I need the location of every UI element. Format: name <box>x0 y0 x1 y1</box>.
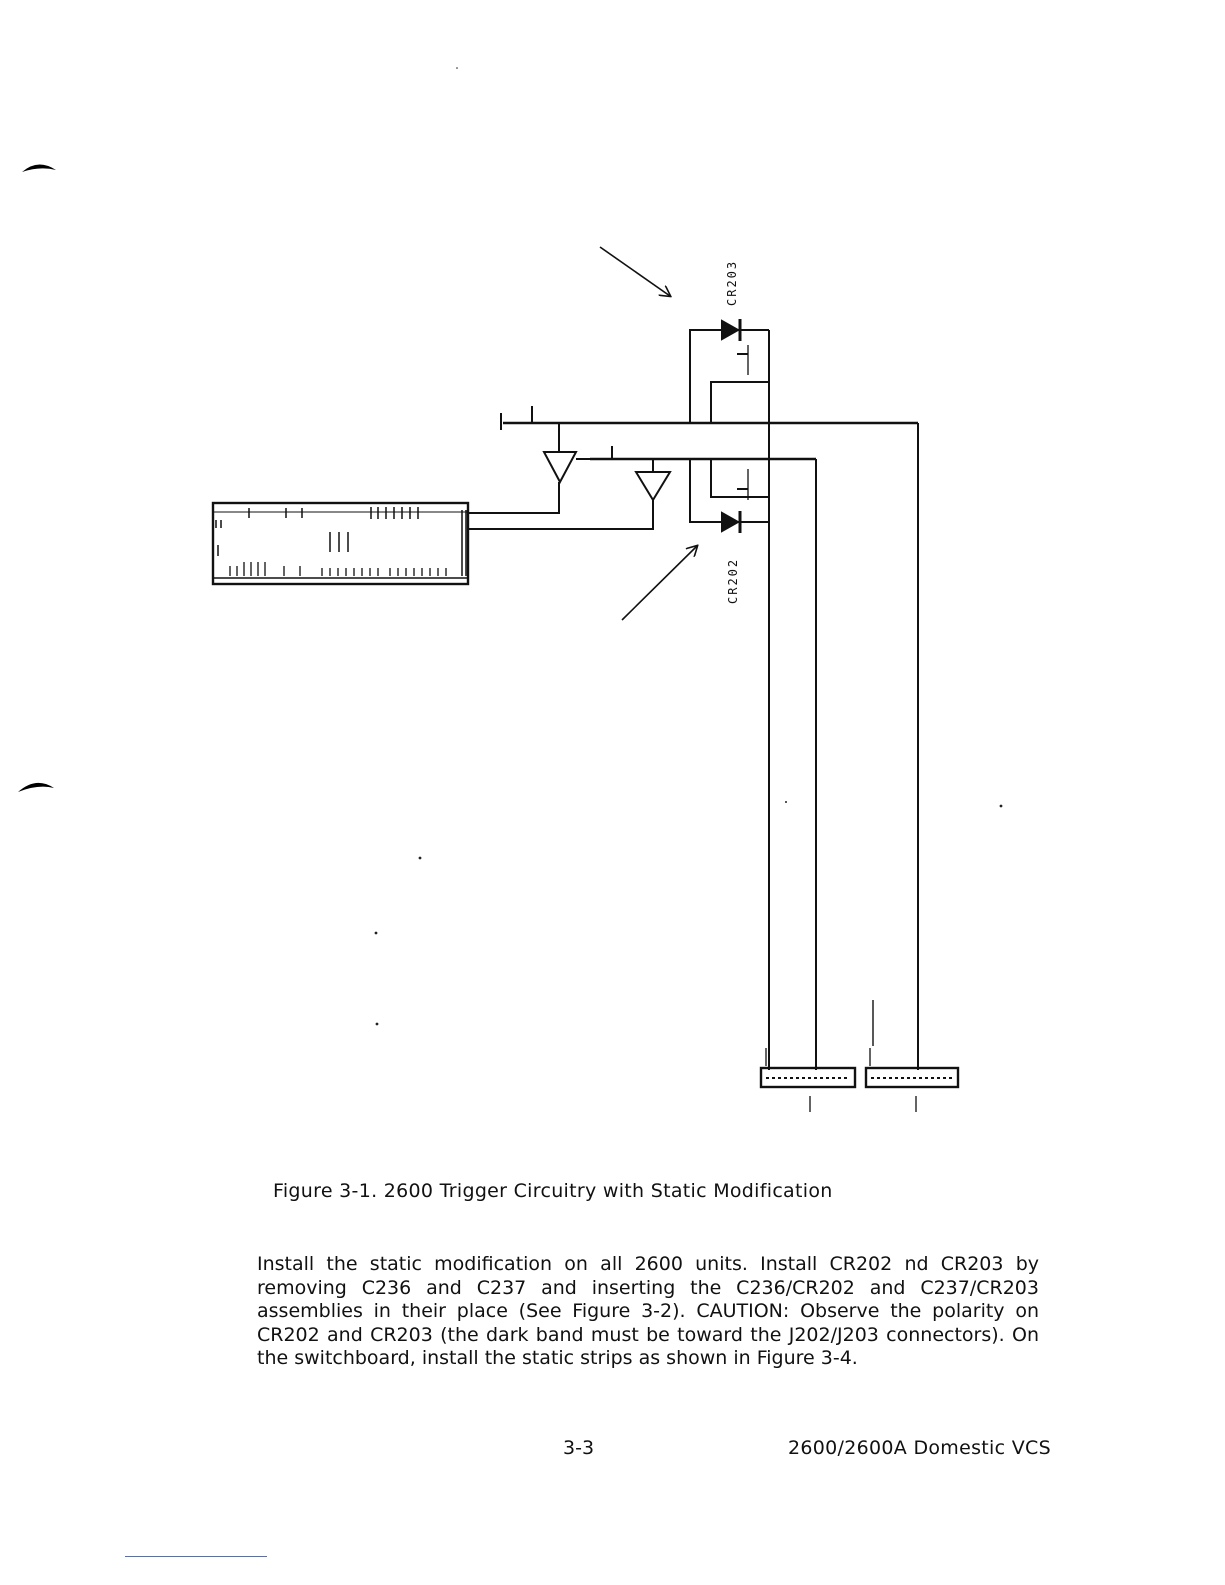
punch-mark <box>22 164 56 172</box>
page-number: 3-3 <box>563 1437 595 1459</box>
punch-mark <box>18 783 54 792</box>
connector-j202 <box>761 1048 855 1112</box>
cr203-assembly <box>690 319 769 423</box>
cr203-label: CR203 <box>725 259 739 306</box>
buffer-gate <box>544 423 590 482</box>
body-paragraph: Install the static modification on all 2600 units. Install CR202 nd CR203 by removing C236 and C237 and inserting the C236/CR202 and C237/CR203 assemblies in their place (See Figure 3-2). CAUTION: Observe the polarity on CR202 and CR203 (the dark band must be toward the J202/J203 connectors). On the switchboard, install the static strips as shown in Figure 3-4. <box>257 1253 1039 1370</box>
footer-rule <box>125 1556 267 1557</box>
buffer-gate <box>636 459 670 500</box>
document-title: 2600/2600A Domestic VCS <box>788 1437 1051 1459</box>
pointer-arrow-cr203 <box>600 247 670 296</box>
figure-caption: Figure 3-1. 2600 Trigger Circuitry with Static Modification <box>273 1180 833 1202</box>
cr202-label: CR202 <box>726 557 740 604</box>
pointer-arrow-cr202 <box>622 546 697 620</box>
connector-j203 <box>866 1048 958 1112</box>
tia-chip <box>213 503 468 584</box>
cr202-assembly <box>690 459 769 533</box>
chip-output-wires <box>468 482 653 529</box>
vertical-runs <box>769 330 918 1070</box>
